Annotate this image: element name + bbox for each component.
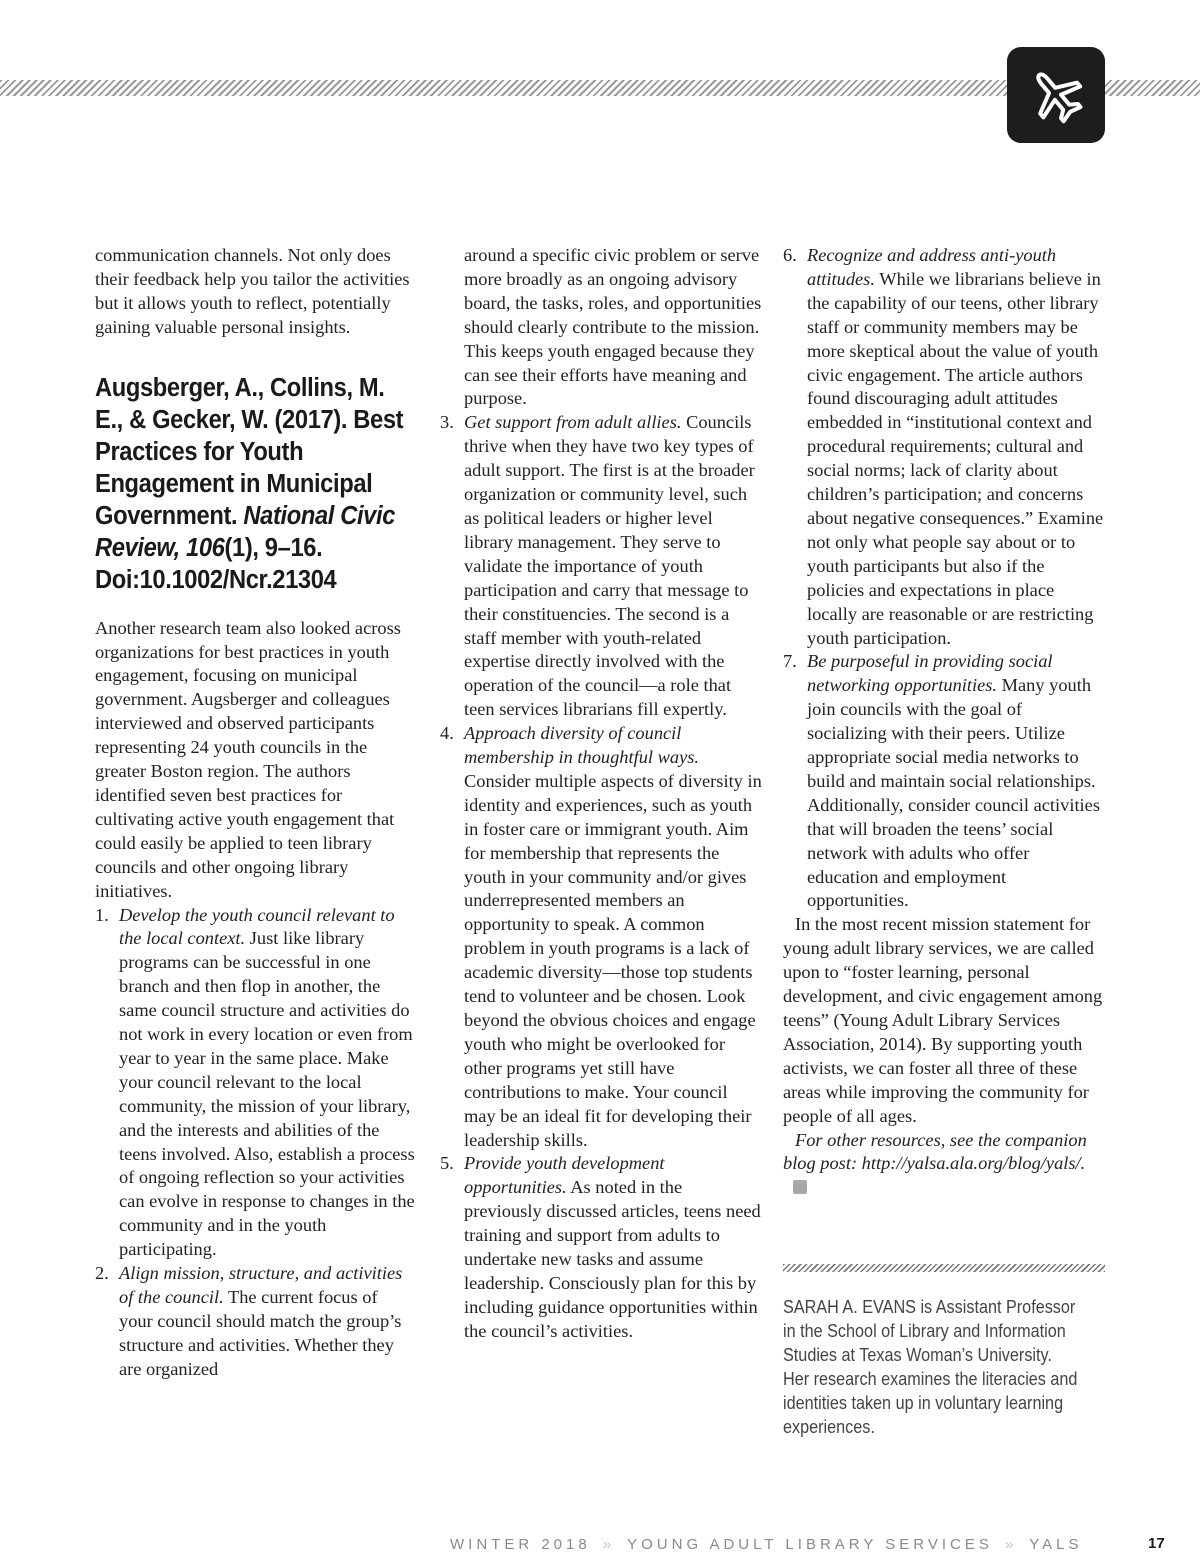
author-bio: SARAH A. EVANS is Assistant Professor in the School of Library and Information Studies at Texas Woman’s University. Her research examines the literacies and identities taken up in voluntary learning experiences. [783, 1297, 1078, 1437]
footer-separator: » [1005, 1536, 1018, 1553]
item-text: Many youth join councils with the goal of socializing with their peers. Utilize appropriate social media networks to build and maintain social relationships. Additionally, consider council activities that will broaden the teens’ social network with adults who offer education and employment opportunities. [807, 675, 1100, 911]
item-text: Consider multiple aspects of diversity in identity and experiences, such as youth in foster care or immigrant youth. Aim for membership that represents the youth in your community and/or gives underrepresented members an opportunity to speak. A common problem in youth programs is a lack of academic diversity—those top students tend to volunteer and be chosen. Look beyond the obvious choices and engage youth who might be overlooked for other programs yet still have contributions to make. Your council may be an ideal fit for developing their leadership skills. [464, 770, 762, 1150]
item-text: around a specific civic problem or serve more broadly as an ongoing advisory board, the tasks, roles, and opportunities should clearly contribute to the mission. This keeps youth engaged because they can see their efforts have meaning and purpose. [464, 245, 762, 409]
best-practices-list-cont [440, 244, 762, 1344]
item-number: 3. [440, 412, 454, 433]
list-item [783, 650, 1105, 913]
footer-separator: » [602, 1536, 616, 1553]
footer-short-title: YALS [1029, 1536, 1083, 1553]
best-practices-list [95, 904, 415, 1382]
bio-divider [783, 1264, 1105, 1272]
end-mark-icon [793, 1180, 807, 1194]
item-title: Develop the youth council relevant to the local context. [119, 904, 395, 949]
footer-season: WINTER 2018 [450, 1536, 591, 1553]
list-item [440, 411, 762, 722]
intro-paragraph: communication channels. Not only does their feedback help you tailor the activities but it allows youth to reflect, potentially gaining valuable personal insights. [95, 245, 410, 337]
item-number: 1. [95, 904, 109, 925]
closing-paragraph: In the most recent mission statement for young adult library services, we are called upon to “foster learning, personal development, and civic engagement among teens” (Young Adult Library Services Association, 2014). By supporting youth activists, we can foster all three of these areas while improving the community for people of all ages. [783, 914, 1103, 1126]
list-item [440, 1152, 762, 1343]
list-item [783, 244, 1105, 650]
body-paragraph: Another research team also looked across organizations for best practices in youth engagement, focusing on municipal government. Augsberger and colleagues interviewed and observed participants representing 24 youth councils in the greater Boston region. The authors identified seven best practices for cultivating active youth engagement that could easily be applied to teen library councils and other ongoing library initiatives. [95, 617, 401, 901]
running-footer [450, 1536, 1083, 1553]
best-practices-list-end [783, 244, 1105, 913]
item-title: Be purposeful in providing social networking opportunities. [807, 651, 1053, 696]
item-number: 5. [440, 1153, 454, 1174]
item-number: 6. [783, 245, 797, 265]
column-1 [95, 244, 415, 1382]
citation-doi: Doi:10.1002/Ncr.21304 [95, 565, 337, 594]
citation-main: Augsberger, A., Collins, M. E., & Gecker, W. (2017). Best Practices for Youth Engagement in Municipal Government. [95, 373, 404, 530]
item-title: Get support from adult allies. [464, 412, 682, 433]
list-item [95, 1262, 415, 1382]
item-text: While we librarians believe in the capability of our teens, other library staff or community members may be more skeptical about the value of youth civic engagement. The article authors found discouraging adult attitudes embedded in “institutional context and procedural requirements; cultural and social norms; lack of clarity about children’s participation; and concerns about negative consequences.” Examine not only what people say about or to youth participants but also if the policies and expectations in place locally are reasonable or are restricting youth participation. [807, 268, 1104, 648]
resources-note [783, 1129, 1105, 1201]
citation-heading [95, 372, 416, 596]
item-title: Approach diversity of council membership in thoughtful ways. [464, 723, 699, 768]
item-title: Align mission, structure, and activities of the council. [119, 1263, 403, 1307]
item-number: 2. [95, 1263, 109, 1284]
airplane-icon [1024, 63, 1088, 127]
footer-publication: YOUNG ADULT LIBRARY SERVICES [627, 1536, 993, 1553]
list-item [440, 722, 762, 1152]
page-number: 17 [1148, 1535, 1165, 1552]
section-badge [1007, 47, 1105, 143]
column-3 [783, 244, 1105, 1200]
list-item [440, 244, 762, 411]
item-title: Recognize and address anti-youth attitudes. [807, 245, 1057, 289]
citation-issue: (1), 9–16. [224, 533, 323, 562]
item-number: 7. [783, 651, 797, 672]
item-text: The current focus of your council should match the group’s structure and activities. Whether they are organized [119, 1287, 402, 1379]
item-number: 4. [440, 723, 454, 744]
column-2 [440, 244, 762, 1344]
item-text: Councils thrive when they have two key types of adult support. The first is at the broader organization or community level, such as political leaders or higher level library management. They serve to validate the importance of youth participation and carry that message to their constituencies. The second is a staff member with youth-related expertise directly involved with the operation of the council—a role that teen services librarians fill expertly. [464, 412, 755, 720]
citation-journal: National Civic Review, 106 [95, 501, 396, 562]
resources-link-text[interactable]: For other resources, see the companion blog post: http://yalsa.ala.org/blog/yals/. [783, 1129, 1087, 1174]
list-item [95, 904, 415, 1263]
item-text: As noted in the previously discussed articles, teens need training and support from adults to undertake new tasks and assume leadership. Consciously plan for this by including guidance opportunities within the council’s activities. [464, 1177, 761, 1341]
item-text: Just like library programs can be successful in one branch and then flop in another, the same council structure and activities do not work in every location or even from year to year in the same place. Make your council relevant to the local community, the mission of your library, and the interests and abilities of the teens involved. Also, establish a process of ongoing reflection so your activities can evolve in response to changes in the community and in the youth participating. [119, 928, 415, 1260]
item-title: Provide youth development opportunities. [464, 1153, 665, 1198]
